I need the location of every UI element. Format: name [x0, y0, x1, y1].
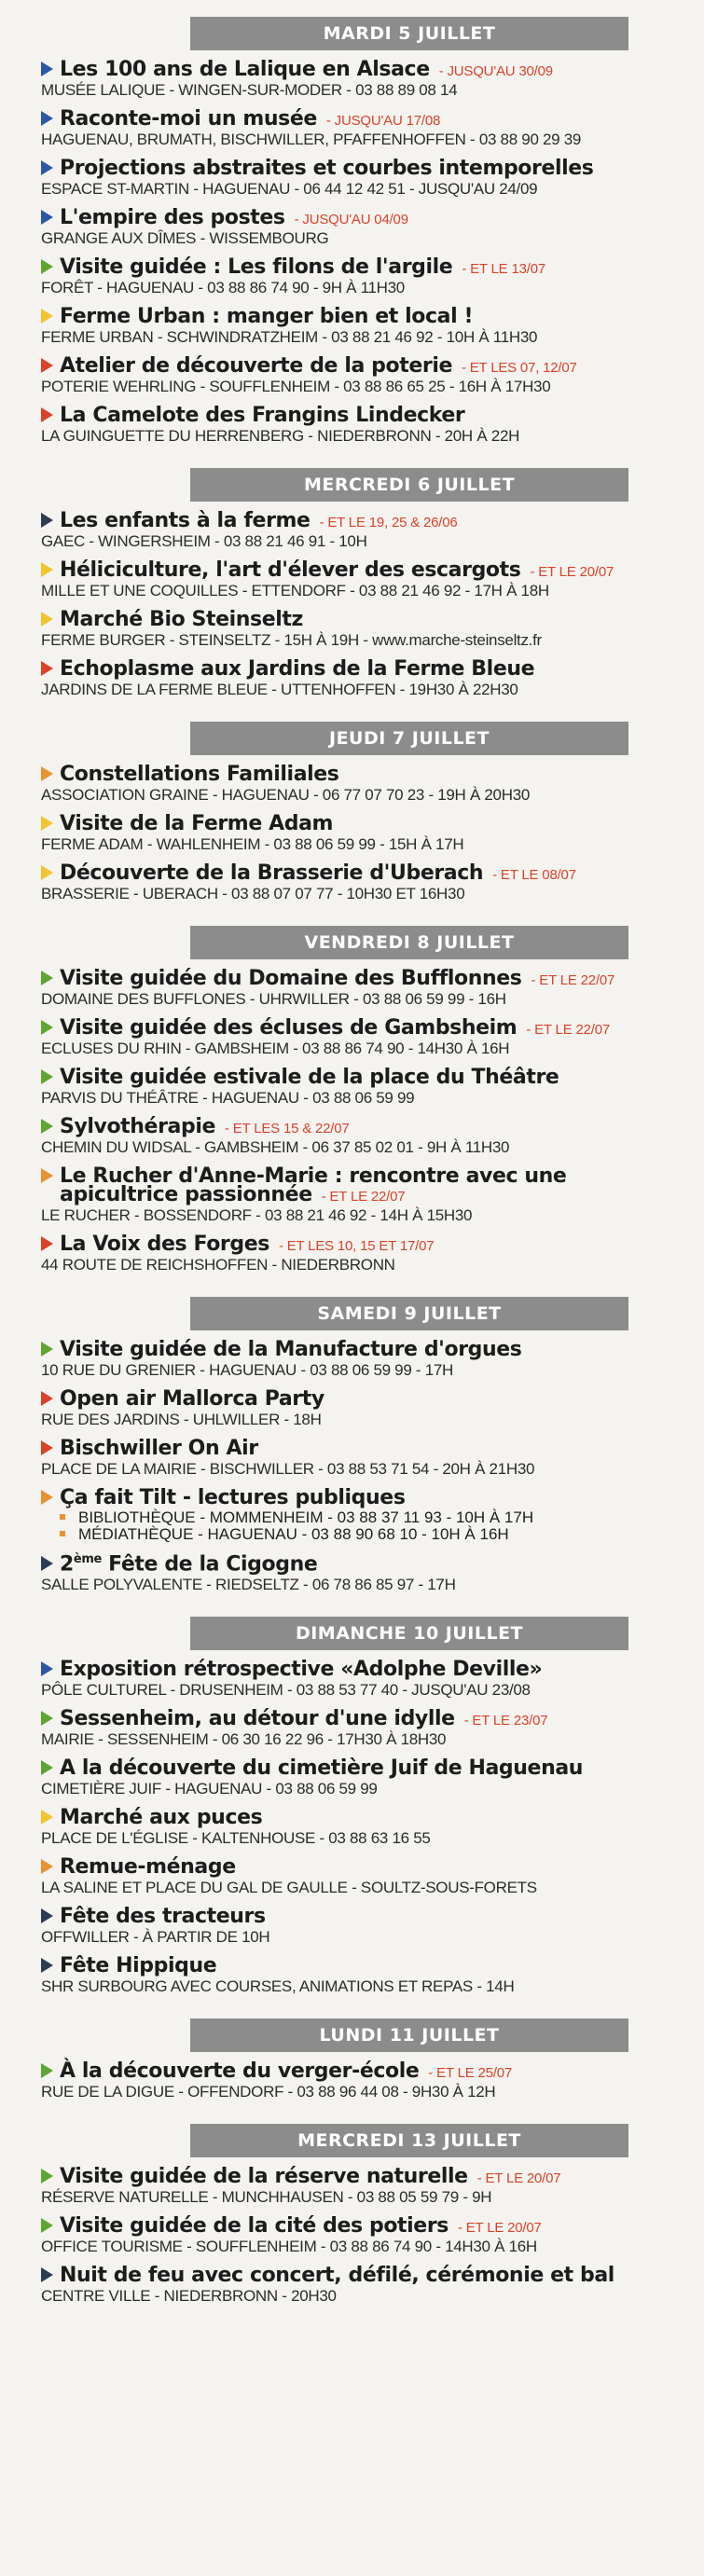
event-detail — [41, 632, 690, 648]
event-detail — [41, 82, 690, 98]
event-title — [60, 406, 464, 426]
arrow-icon — [41, 612, 53, 627]
event-item — [41, 307, 690, 345]
event-detail-text: FERME URBAN - SCHWINDRATZHEIM - 03 88 21 46 92 - 10H À 11H30 — [41, 328, 538, 346]
event-detail-text: PARVIS DU THÉÂTRE - HAGUENAU - 03 88 06 59 99 — [41, 1089, 415, 1107]
event-sub-location — [60, 1526, 690, 1542]
event-detail-text: ESPACE ST-MARTIN - HAGUENAU - 06 44 12 42 51 - JUSQU'AU 24/09 — [41, 180, 538, 198]
event-item — [41, 1857, 690, 1895]
event-title-text: 2 — [60, 1552, 74, 1577]
event-title-row — [41, 257, 690, 278]
event-note: - ET LE 08/07 — [492, 867, 576, 883]
event-detail — [41, 787, 690, 803]
event-detail — [41, 1781, 690, 1797]
event-detail-text: CENTRE VILLE - NIEDERBRONN - 20H30 — [41, 2287, 337, 2306]
event-title — [60, 863, 483, 884]
event-detail — [41, 1040, 690, 1056]
event-title-text: À la découverte du verger-école — [60, 2059, 420, 2084]
event-detail-text: FORÊT - HAGUENAU - 03 88 86 74 90 - 9H À 11H30 — [41, 279, 405, 296]
event-item — [41, 765, 690, 803]
event-title-text: Visite de la Ferme Adam — [60, 812, 334, 835]
event-detail — [41, 1461, 690, 1477]
event-title-text: Les enfants à la ferme — [60, 509, 311, 532]
arrow-icon — [41, 1490, 53, 1505]
event-detail-text: PÔLE CULTUREL - DRUSENHEIM - 03 88 53 77 40 - JUSQU'AU 23/08 — [41, 1681, 531, 1700]
event-title-line2: apicultrice passionnée — [60, 1183, 312, 1206]
arrow-icon — [41, 1119, 53, 1134]
event-title — [60, 2167, 468, 2187]
event-title — [60, 1907, 266, 1927]
arrow-icon — [41, 2218, 53, 2233]
event-detail-text: POTERIE WEHRLING - SOUFFLENHEIM - 03 88 86 65 25 - 16H À 17H30 — [41, 378, 551, 395]
event-item — [41, 1018, 690, 1056]
event-title-text: Le Rucher d'Anne-Marie : rencontre avec une — [60, 1164, 567, 1188]
event-item — [41, 1068, 690, 1106]
event-item — [41, 1808, 690, 1846]
event-title-row — [41, 1117, 690, 1137]
day-spacer — [41, 913, 690, 926]
arrow-icon — [41, 865, 53, 880]
day-header: LUNDI 11 JUILLET — [190, 2018, 628, 2052]
event-title — [60, 1340, 522, 1360]
event-item — [41, 969, 690, 1007]
event-detail-text: OFFWILLER - À PARTIR DE 10H — [41, 1928, 270, 1947]
event-item — [41, 109, 690, 147]
event-detail — [41, 1577, 690, 1592]
event-title-text: Marché aux puces — [60, 1806, 263, 1830]
event-title-row — [41, 863, 690, 884]
arrow-icon — [41, 1958, 53, 1973]
arrow-icon — [41, 1020, 53, 1035]
event-title-row — [41, 1660, 690, 1680]
event-detail-text: SALLE POLYVALENTE - RIEDSELTZ - 06 78 86 85 97 - 17H — [41, 1576, 456, 1594]
event-title-row — [41, 659, 690, 680]
event-title-row — [41, 2167, 690, 2187]
event-note: - ET LE 22/07 — [526, 1022, 611, 1038]
event-detail — [41, 1257, 690, 1273]
arrow-icon — [41, 661, 53, 676]
event-title — [60, 158, 594, 179]
arrow-icon — [41, 971, 53, 985]
event-title-text: Nuit de feu avec concert, défilé, cérémonie et bal — [60, 2264, 614, 2288]
event-item — [41, 814, 690, 852]
event-note: - ET LES 15 & 22/07 — [225, 1121, 350, 1136]
event-note: - ET LES 07, 12/07 — [461, 360, 577, 376]
event-title — [60, 1439, 258, 1459]
event-detail-text: RUE DE LA DIGUE - OFFENDORF - 03 88 96 44 08 - 9H30 À 12H — [41, 2083, 496, 2101]
event-title-text: Projections abstraites et courbes intemporelles — [60, 157, 594, 180]
event-detail — [41, 2189, 690, 2205]
event-note: - ET LE 20/07 — [457, 2220, 542, 2237]
arrow-icon — [41, 160, 53, 175]
event-title-text: Visite guidée estivale de la place du Théâtre — [60, 1066, 559, 1089]
event-title — [60, 1857, 236, 1878]
event-note: - JUSQU'AU 30/09 — [438, 63, 553, 79]
event-title-row-2 — [60, 1185, 690, 1205]
event-title — [60, 1488, 406, 1508]
event-detail-text: ECLUSES DU RHIN - GAMBSHEIM - 03 88 86 74 90 - 14H30 À 16H — [41, 1040, 510, 1057]
event-item — [41, 2061, 690, 2100]
event-title-row — [41, 1709, 690, 1729]
day-spacer — [41, 1284, 690, 1297]
event-title — [60, 2061, 419, 2082]
event-detail — [41, 1412, 690, 1427]
event-detail — [41, 2288, 690, 2304]
event-title — [60, 511, 311, 531]
event-title-text: Fête des tracteurs — [60, 1905, 266, 1929]
event-title-row — [41, 610, 690, 630]
event-title-sup: ème — [73, 1552, 102, 1566]
arrow-icon — [41, 1810, 53, 1825]
event-title-rest: Fête de la Cigogne — [101, 1552, 318, 1577]
event-title-row — [41, 2216, 690, 2237]
event-title-row — [41, 406, 690, 426]
event-detail-text: CIMETIÈRE JUIF - HAGUENAU - 03 88 06 59 99 — [41, 1780, 378, 1798]
day-header: MERCREDI 6 JUILLET — [190, 468, 628, 502]
event-detail — [41, 1830, 690, 1846]
event-title — [60, 257, 452, 278]
event-detail — [41, 1139, 690, 1155]
event-title-row — [41, 1956, 690, 1977]
event-detail — [41, 1929, 690, 1945]
event-detail — [41, 1682, 690, 1698]
event-detail — [41, 886, 690, 902]
event-detail-text: MUSÉE LALIQUE - WINGEN-SUR-MODER - 03 88 89 08 14 — [41, 81, 458, 99]
day-spacer — [41, 455, 690, 468]
event-title-text: Découverte de la Brasserie d'Uberach — [60, 861, 484, 885]
event-title-text: Open air Mallorca Party — [60, 1387, 324, 1411]
event-title — [60, 208, 285, 228]
event-title-text: L'empire des postes — [60, 206, 285, 229]
event-title — [60, 610, 303, 630]
event-item — [41, 1234, 690, 1273]
event-title-row — [41, 1553, 690, 1575]
day-spacer — [41, 709, 690, 722]
event-title-row — [41, 60, 690, 80]
event-title — [60, 1709, 455, 1729]
event-detail-text: ASSOCIATION GRAINE - HAGUENAU - 06 77 07 70 23 - 19H À 20H30 — [41, 786, 531, 804]
event-item — [41, 1117, 690, 1155]
arrow-icon — [41, 62, 53, 76]
event-title — [60, 1553, 317, 1575]
event-detail-text: OFFICE TOURISME - SOUFFLENHEIM - 03 88 86 74 90 - 14H30 À 16H — [41, 2238, 537, 2256]
event-detail — [41, 280, 690, 296]
event-title-row — [41, 1857, 690, 1878]
day-header: MARDI 5 JUILLET — [190, 17, 628, 50]
arrow-icon — [41, 766, 53, 781]
event-title — [60, 659, 534, 680]
event-note: - ET LE 22/07 — [321, 1189, 406, 1205]
event-title-row — [41, 2266, 690, 2286]
event-title-row — [41, 1068, 690, 1088]
event-detail-text: 10 RUE DU GRENIER - HAGUENAU - 03 88 06 59 99 - 17H — [41, 1361, 453, 1379]
event-item — [41, 1488, 690, 1542]
day-header: JEUDI 7 JUILLET — [190, 722, 628, 755]
event-title-text: Visite guidée de la Manufacture d'orgues — [60, 1338, 522, 1361]
event-title-row — [41, 560, 690, 581]
arrow-icon — [41, 259, 53, 274]
event-detail — [41, 836, 690, 852]
bullet-icon — [60, 1514, 65, 1520]
arrow-icon — [41, 407, 53, 422]
event-title-text: Marché Bio Steinseltz — [60, 608, 303, 631]
event-detail — [41, 131, 690, 147]
event-title — [60, 969, 522, 989]
day-spacer — [41, 2111, 690, 2124]
event-detail — [41, 181, 690, 197]
event-title-text: Exposition rétrospective «Adolphe Deville» — [60, 1658, 543, 1682]
event-title-row — [41, 1488, 690, 1508]
event-title-text: Visite guidée de la cité des potiers — [60, 2214, 449, 2239]
event-title — [60, 1117, 215, 1137]
event-title — [60, 1808, 262, 1828]
event-item — [41, 1439, 690, 1477]
event-title — [60, 1758, 583, 1779]
event-detail — [41, 428, 690, 444]
event-detail — [41, 329, 690, 345]
event-item — [41, 511, 690, 549]
event-item — [41, 1956, 690, 1994]
event-title-text: Sessenheim, au détour d'une idylle — [60, 1707, 455, 1731]
event-title-row — [41, 356, 690, 377]
event-detail-text: RUE DES JARDINS - UHLWILLER - 18H — [41, 1411, 322, 1428]
event-detail — [41, 1207, 690, 1223]
event-title-row — [41, 1234, 690, 1255]
event-title-row — [41, 1808, 690, 1828]
event-item — [41, 158, 690, 197]
event-detail-text: LE RUCHER - BOSSENDORF - 03 88 21 46 92 - 14H À 15H30 — [41, 1206, 473, 1224]
event-item — [41, 1553, 690, 1592]
arrow-icon — [41, 2267, 53, 2282]
arrow-icon — [41, 1168, 53, 1183]
event-detail-text: HAGUENAU, BRUMATH, BISCHWILLER, PFAFFENHOFFEN - 03 88 90 29 39 — [41, 131, 582, 148]
event-detail — [41, 1731, 690, 1747]
event-title-row — [41, 307, 690, 327]
event-detail — [41, 379, 690, 394]
event-title — [60, 1234, 269, 1255]
event-detail — [41, 2239, 690, 2254]
event-note: - ET LE 20/07 — [476, 2170, 561, 2187]
event-title — [60, 2216, 449, 2237]
arrow-icon — [41, 1711, 53, 1726]
event-detail-text: PLACE DE L'ÉGLISE - KALTENHOUSE - 03 88 63 16 55 — [41, 1829, 431, 1848]
event-note: - ET LE 25/07 — [428, 2065, 513, 2082]
event-detail-text: LA SALINE ET PLACE DU GAL DE GAULLE - SOULTZ-SOUS-FORETS — [41, 1879, 537, 1897]
event-title — [60, 765, 339, 785]
arrow-icon — [41, 1661, 53, 1676]
arrow-icon — [41, 1342, 53, 1357]
event-title-text: Ferme Urban : manger bien et local ! — [60, 305, 474, 328]
event-title-text: La Voix des Forges — [60, 1233, 269, 1256]
event-detail-text: SHR SURBOURG AVEC COURSES, ANIMATIONS ET REPAS - 14H — [41, 1977, 515, 1996]
event-title-row — [41, 1389, 690, 1410]
event-title — [60, 356, 452, 377]
event-detail — [41, 991, 690, 1007]
event-detail-text: GRANGE AUX DÎMES - WISSEMBOURG — [41, 229, 329, 247]
arrow-icon — [41, 358, 53, 373]
event-detail — [41, 1880, 690, 1895]
event-item — [41, 257, 690, 296]
event-title-row — [41, 814, 690, 834]
event-detail — [41, 1090, 690, 1106]
arrow-icon — [41, 2063, 53, 2078]
event-detail — [41, 583, 690, 599]
event-title-text: Remue-ménage — [60, 1855, 236, 1880]
event-title — [60, 307, 473, 327]
event-title-text: Les 100 ans de Lalique en Alsace — [60, 58, 430, 81]
event-detail-text: CHEMIN DU WIDSAL - GAMBSHEIM - 06 37 85 02 01 - 9H À 11H30 — [41, 1138, 510, 1156]
event-title — [60, 60, 430, 80]
event-title — [60, 1018, 517, 1039]
event-item — [41, 1907, 690, 1945]
event-detail-text: LA GUINGUETTE DU HERRENBERG - NIEDERBRONN - 20H À 22H — [41, 427, 520, 445]
event-title-text: A la découverte du cimetière Juif de Haguenau — [60, 1756, 584, 1781]
event-title-row — [41, 1439, 690, 1459]
event-detail-text: PLACE DE LA MAIRIE - BISCHWILLER - 03 88 53 71 54 - 20H À 21H30 — [41, 1460, 535, 1478]
event-sub-text: MÉDIATHÈQUE - HAGUENAU - 03 88 90 68 10 - 10H À 16H — [78, 1525, 509, 1543]
event-title-text: Sylvothérapie — [60, 1115, 215, 1138]
event-title — [60, 109, 317, 130]
day-spacer — [41, 1604, 690, 1617]
event-item — [41, 60, 690, 98]
day-spacer — [41, 2315, 690, 2328]
arrow-icon — [41, 309, 53, 324]
event-title-row — [41, 208, 690, 228]
event-item — [41, 659, 690, 697]
event-item — [41, 1389, 690, 1427]
event-item — [41, 863, 690, 902]
event-note: - ET LE 13/07 — [462, 261, 545, 277]
arrow-icon — [41, 1556, 53, 1571]
event-url: www.marche-steinseltz.fr — [372, 631, 542, 649]
event-detail-text: JARDINS DE LA FERME BLEUE - UTTENHOFFEN - 19H30 À 22H30 — [41, 681, 518, 698]
arrow-icon — [41, 210, 53, 225]
arrow-icon — [41, 816, 53, 831]
event-detail-text: BRASSERIE - UBERACH - 03 88 07 07 77 - 10H30 ET 16H30 — [41, 885, 465, 902]
event-note: - ET LE 23/07 — [463, 1713, 548, 1729]
event-note: - ET LE 19, 25 & 26/06 — [319, 515, 458, 530]
event-title — [60, 560, 520, 581]
arrow-icon — [41, 1391, 53, 1406]
event-detail-text: DOMAINE DES BUFFLONES - UHRWILLER - 03 88 06 59 99 - 16H — [41, 990, 506, 1008]
event-note: - ET LE 20/07 — [530, 564, 614, 580]
event-title-row — [41, 1340, 690, 1360]
event-title-text: La Camelote des Frangins Lindecker — [60, 404, 465, 427]
event-item — [41, 1340, 690, 1378]
event-item — [41, 2167, 690, 2205]
arrow-icon — [41, 1760, 53, 1775]
event-title — [60, 1660, 542, 1680]
event-title-text: Ça fait Tilt - lectures publiques — [60, 1486, 406, 1509]
event-title-row — [41, 2061, 690, 2082]
bullet-icon — [60, 1531, 65, 1536]
arrow-icon — [41, 1069, 53, 1084]
event-title-text: Visite guidée de la réserve naturelle — [60, 2165, 468, 2189]
event-item — [41, 356, 690, 394]
event-title-text: Echoplasme aux Jardins de la Ferme Bleue — [60, 657, 535, 681]
event-detail-text: MILLE ET UNE COQUILLES - ETTENDORF - 03 88 21 46 92 - 17H À 18H — [41, 582, 549, 599]
event-title — [60, 1068, 559, 1088]
event-note: - JUSQU'AU 04/09 — [294, 212, 408, 227]
event-title-text: Visite guidée du Domaine des Bufflonnes — [60, 967, 522, 990]
event-item — [41, 2266, 690, 2304]
event-title — [60, 814, 333, 834]
arrow-icon — [41, 1236, 53, 1251]
event-detail-text: RÉSERVE NATURELLE - MUNCHHAUSEN - 03 88 05 59 79 - 9H — [41, 2188, 492, 2207]
arrow-icon — [41, 111, 53, 126]
event-item — [41, 1660, 690, 1698]
event-title-text: Héliciculture, l'art d'élever des escargots — [60, 558, 521, 582]
event-item — [41, 2216, 690, 2254]
event-detail-text: GAEC - WINGERSHEIM - 03 88 21 46 91 - 10H — [41, 532, 367, 550]
event-title-row — [41, 1758, 690, 1779]
event-detail — [41, 2084, 690, 2100]
arrow-icon — [41, 562, 53, 577]
event-sub-text: BIBLIOTHÈQUE - MOMMENHEIM - 03 88 37 11 93 - 10H À 17H — [78, 1508, 534, 1526]
event-title-row — [41, 109, 690, 130]
event-title-row — [41, 511, 690, 531]
arrow-icon — [41, 1440, 53, 1455]
arrow-icon — [41, 2169, 53, 2183]
day-header: VENDREDI 8 JUILLET — [190, 926, 628, 959]
event-title-text: Constellations Familiales — [60, 763, 339, 786]
event-detail — [41, 682, 690, 697]
event-item — [41, 1166, 690, 1223]
event-title-text: Bischwiller On Air — [60, 1437, 258, 1460]
event-note: - JUSQU'AU 17/08 — [325, 113, 441, 129]
event-title — [60, 2266, 614, 2286]
event-detail — [41, 1978, 690, 1994]
event-item — [41, 406, 690, 444]
event-detail-text: 44 ROUTE DE REICHSHOFFEN - NIEDERBRONN — [41, 1256, 395, 1274]
arrow-icon — [41, 1859, 53, 1874]
day-header: SAMEDI 9 JUILLET — [190, 1297, 628, 1330]
event-title-text: Visite guidée : Les filons de l'argile — [60, 255, 453, 279]
arrow-icon — [41, 513, 53, 528]
event-detail-text: FERME BURGER - STEINSELTZ - 15H À 19H - — [41, 631, 373, 649]
event-title-text: Atelier de découverte de la poterie — [60, 354, 452, 378]
event-title-row — [41, 969, 690, 989]
event-title — [60, 1956, 216, 1977]
event-title-text: Raconte-moi un musée — [60, 107, 317, 131]
event-detail-text: FERME ADAM - WAHLENHEIM - 03 88 06 59 99 - 15H À 17H — [41, 835, 464, 853]
event-item — [41, 1709, 690, 1747]
event-detail — [41, 1362, 690, 1378]
event-item — [41, 560, 690, 599]
event-item — [41, 1758, 690, 1797]
day-header: DIMANCHE 10 JUILLET — [190, 1617, 628, 1650]
event-note: - ET LES 10, 15 ET 17/07 — [278, 1238, 435, 1254]
event-title-text: Visite guidée des écluses de Gambsheim — [60, 1016, 518, 1040]
arrow-icon — [41, 1908, 53, 1923]
event-title-text: Fête Hippique — [60, 1954, 217, 1978]
event-note: - ET LE 22/07 — [531, 972, 615, 988]
event-detail — [41, 533, 690, 549]
event-title — [60, 1389, 324, 1410]
event-detail — [41, 230, 690, 246]
event-title-row — [41, 1907, 690, 1927]
event-item — [41, 610, 690, 648]
day-spacer — [41, 2005, 690, 2018]
day-header: MERCREDI 13 JUILLET — [190, 2124, 628, 2157]
event-item — [41, 208, 690, 246]
event-title-row — [41, 1018, 690, 1039]
event-sub-location — [60, 1509, 690, 1525]
event-title-row — [41, 765, 690, 785]
event-detail-text: MAIRIE - SESSENHEIM - 06 30 16 22 96 - 17H30 À 18H30 — [41, 1730, 447, 1749]
event-title-row — [41, 158, 690, 179]
